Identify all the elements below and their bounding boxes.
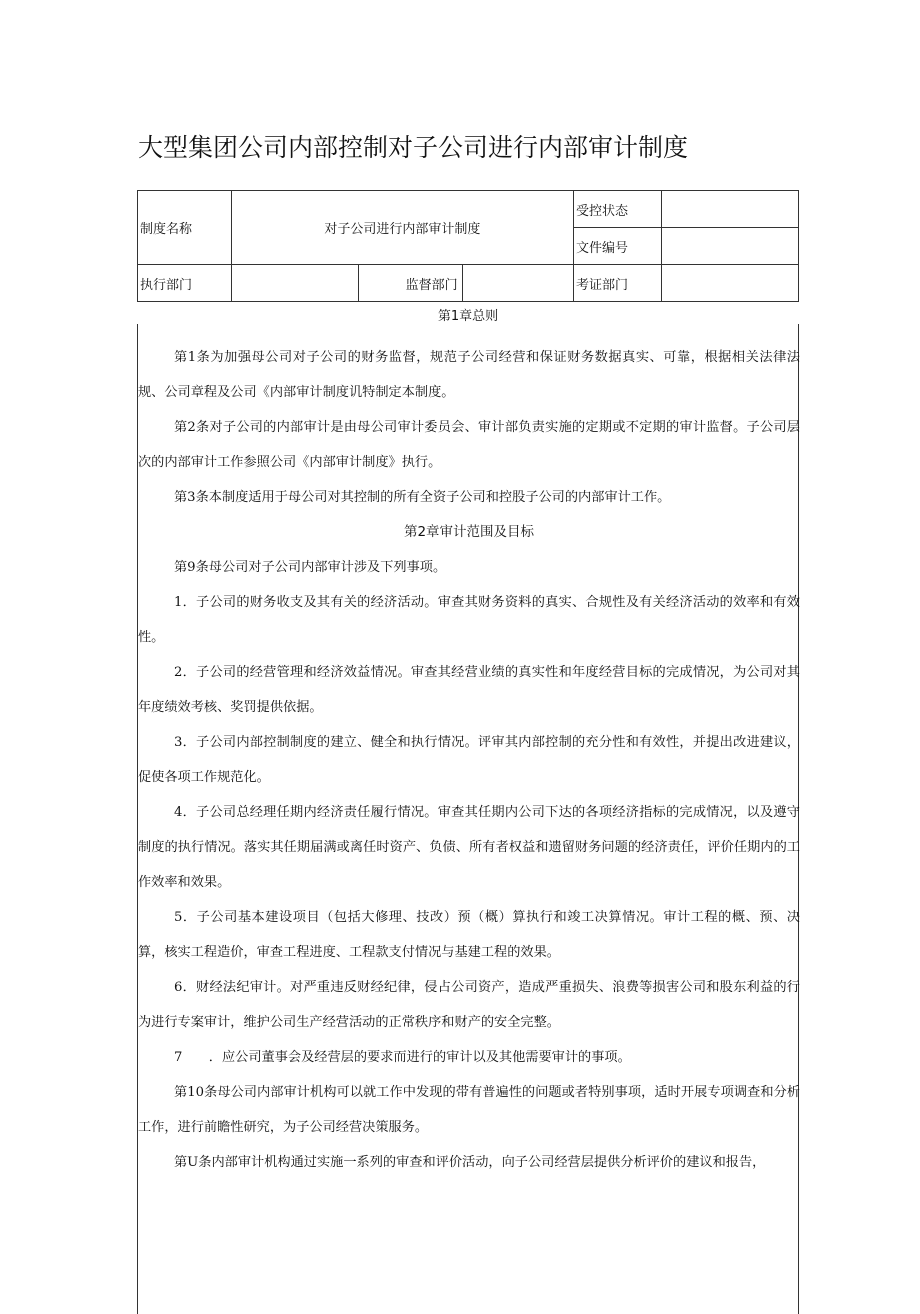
control-status-label: 受控状态 [574, 191, 662, 228]
item-6: 6．财经法纪审计。对严重违反财经纪律，侵占公司资产，造成严重损失、浪费等损害公司和股东利益的行为进行专案审计，维护公司生产经营活动的正常秩序和财产的安全完整。 [138, 980, 800, 1030]
article-1: 第1条为加强母公司对子公司的财务监督，规范子公司经营和保证财务数据真实、可靠，根据相关法律法规、公司章程及公司《内部审计制度讥特制定本制度。 [138, 350, 800, 400]
name-value: 对子公司进行内部审计制度 [231, 191, 573, 265]
name-label: 制度名称 [138, 191, 232, 265]
document-title: 大型集团公司内部控制对子公司进行内部审计制度 [138, 133, 689, 162]
regulation-info-table [137, 190, 799, 302]
verify-dept-value [661, 265, 798, 302]
item-4: 4．子公司总经理任期内经济责任履行情况。审查其任期内公司下达的各项经济指标的完成情况，以及遵守制度的执行情况。落实其任期届满或离任时资产、负债、所有者权益和遗留财务问题的经济责任，评价任期内的工作效率和效果。 [138, 805, 800, 890]
item-7: 7 ．应公司董事会及经营层的要求而进行的审计以及其他需要审计的事项。 [174, 1050, 631, 1065]
chapter-1-heading: 第1章总则 [437, 309, 499, 324]
chapter-2-heading: 第2章审计范围及目标 [403, 524, 535, 540]
article-10: 第10条母公司内部审计机构可以就工作中发现的带有普遍性的问题或者特别事项，适时开展专项调查和分析工作，进行前瞻性研究，为子公司经营决策服务。 [138, 1085, 800, 1135]
article-2: 第2条对子公司的内部审计是由母公司审计委员会、审计部负责实施的定期或不定期的审计监督。子公司层次的内部审计工作参照公司《内部审计制度》执行。 [138, 420, 800, 470]
document-body [138, 340, 800, 1180]
supervise-dept-value [462, 265, 573, 302]
article-9: 第9条母公司对子公司内部审计涉及下列事项。 [174, 560, 447, 575]
supervise-dept-label: 监督部门 [358, 265, 462, 302]
doc-no-label: 文件编号 [574, 228, 662, 265]
control-status-value [661, 191, 798, 228]
item-2: 2．子公司的经营管理和经济效益情况。审查其经营业绩的真实性和年度经营目标的完成情况，为公司对其年度绩效考核、奖罚提供依据。 [138, 665, 800, 715]
item-1: 1．子公司的财务收支及其有关的经济活动。审查其财务资料的真实、合规性及有关经济活动的效率和有效性。 [138, 595, 800, 645]
exec-dept-value [231, 265, 358, 302]
verify-dept-label: 考证部门 [574, 265, 662, 302]
item-5: 5．子公司基本建设项目（包括大修理、技改）预（概）算执行和竣工决算情况。审计工程的概、预、决算，核实工程造价，审查工程进度、工程款支付情况与基建工程的效果。 [138, 910, 800, 960]
article-11: 第U条内部审计机构通过实施一系列的审查和评价活动，向子公司经营层提供分析评价的建议和报告， [174, 1155, 766, 1170]
doc-no-value [661, 228, 798, 265]
article-3: 第3条本制度适用于母公司对其控制的所有全资子公司和控股子公司的内部审计工作。 [174, 490, 671, 505]
exec-dept-label: 执行部门 [138, 265, 232, 302]
item-3: 3．子公司内部控制制度的建立、健全和执行情况。评审其内部控制的充分性和有效性，并提出改进建议，促使各项工作规范化。 [138, 735, 800, 785]
